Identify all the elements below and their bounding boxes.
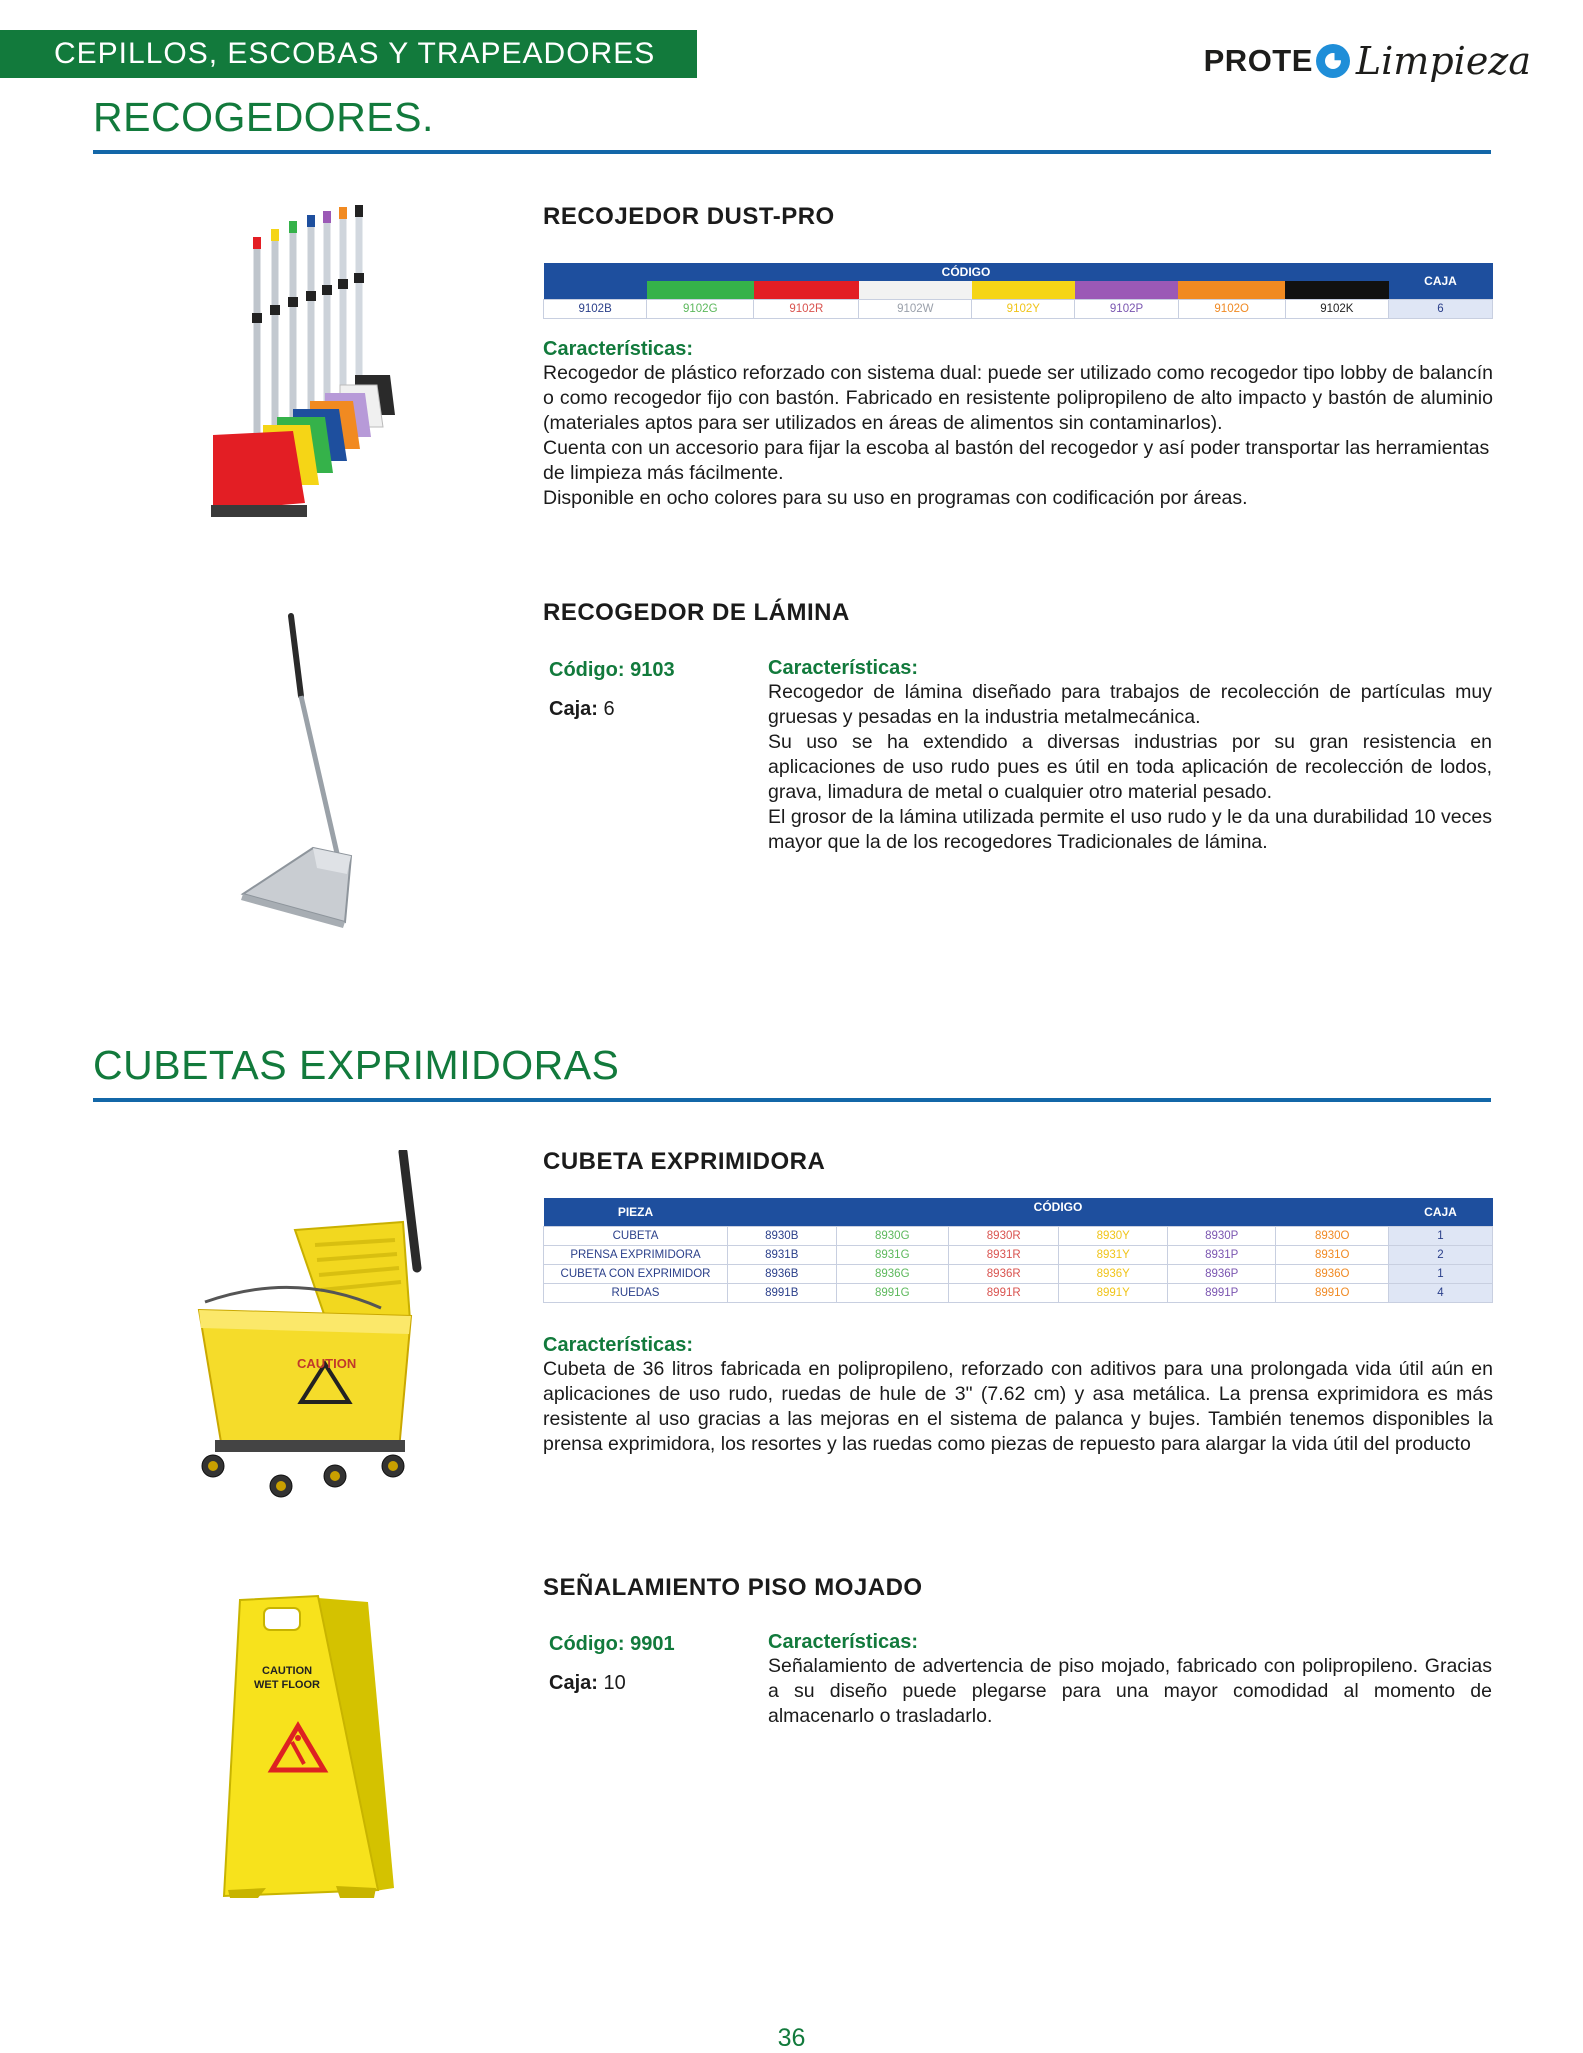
code-cell: 8930G: [836, 1227, 949, 1246]
box-cell: 6: [1389, 300, 1493, 319]
section-divider: [93, 150, 1491, 154]
box-cell: 1: [1389, 1265, 1493, 1284]
dust-pro-code-table: [543, 263, 1493, 319]
table-header-codigo: CÓDIGO: [544, 263, 1389, 281]
piece-cell: CUBETA CON EXPRIMIDOR: [544, 1265, 728, 1284]
dustpan-set-icon: [205, 205, 405, 545]
features-label: Características:: [543, 338, 694, 360]
box-cell: 4: [1389, 1284, 1493, 1303]
code-cell: 8931O: [1276, 1246, 1389, 1265]
table-header-pieza: PIEZA: [544, 1198, 728, 1227]
code-cell: 8991Y: [1059, 1284, 1168, 1303]
code-cell: 9102B: [544, 300, 647, 319]
metal-dustpan-image: [235, 612, 365, 932]
color-strip: [1178, 281, 1285, 300]
cubeta-code-table: [543, 1198, 1493, 1303]
code-cell: 8936O: [1276, 1265, 1389, 1284]
table-row: [544, 1284, 1493, 1303]
code-cell: 8930P: [1167, 1227, 1276, 1246]
product-title-dust-pro: RECOJEDOR DUST-PRO: [543, 203, 835, 230]
feature-paragraph: Disponible en ocho colores para su uso en programas con codificación por áreas.: [543, 487, 1248, 509]
code-cell: 8936G: [836, 1265, 949, 1284]
product-code: Código: 9103: [549, 659, 675, 681]
feature-paragraph: Cuenta con un accesorio para fijar la escoba al bastón del recogedor y así poder transportar las herramientas de limpieza más fácilmente.: [543, 437, 1490, 484]
lamina-features: [768, 657, 1492, 855]
code-cell: 8930R: [949, 1227, 1059, 1246]
box-quantity: [549, 698, 675, 721]
page-number: 36: [777, 2024, 806, 2052]
box-quantity: [549, 1672, 675, 1695]
code-cell: 8991R: [949, 1284, 1059, 1303]
table-row: [544, 1246, 1493, 1265]
brand-logo: [1204, 36, 1531, 86]
dust-pro-features: [543, 338, 1493, 511]
code-cell: 8930O: [1276, 1227, 1389, 1246]
code-cell: 8931Y: [1059, 1246, 1168, 1265]
product-title-cubeta: CUBETA EXPRIMIDORA: [543, 1148, 826, 1175]
wet-floor-sign-image: [218, 1592, 398, 1902]
table-header-caja: CAJA: [1389, 263, 1493, 300]
color-strip: [972, 281, 1075, 300]
color-strip: [1075, 281, 1178, 300]
table-row: [544, 1227, 1493, 1246]
table-header-codigo: CÓDIGO: [728, 1198, 1389, 1216]
lamina-meta: [549, 659, 675, 721]
color-strip: [1285, 281, 1388, 300]
code-cell: 8931B: [728, 1246, 837, 1265]
section-divider: [93, 1098, 1491, 1102]
code-cell: 9102G: [647, 300, 754, 319]
code-cell: 9102P: [1075, 300, 1178, 319]
color-strip-row: [544, 281, 1493, 300]
features-label: Características:: [543, 1334, 694, 1356]
features-label: Características:: [768, 1631, 919, 1653]
metal-dustpan-icon: [235, 612, 365, 932]
brand-script: Limpieza: [1355, 39, 1531, 83]
mop-bucket-image: [185, 1150, 425, 1500]
code-cell: 8936B: [728, 1265, 837, 1284]
code-cell: 8936Y: [1059, 1265, 1168, 1284]
dustpan-set-image: [205, 205, 405, 545]
feature-paragraph: El grosor de la lámina utilizada permite el uso rudo y le da una durabilidad 10 veces mayor que la de los recogedores Tradicionales de lámina.: [768, 806, 1492, 853]
section-title-cubetas: CUBETAS EXPRIMIDORAS: [93, 1042, 620, 1088]
code-cell: 9102K: [1285, 300, 1388, 319]
code-cell: 8991B: [728, 1284, 837, 1303]
sign-caution-text: CAUTION: [262, 1665, 313, 1677]
feature-paragraph: Su uso se ha extendido a diversas industrias por su gran resistencia en aplicaciones de uso rudo pues es útil en toda aplicación de recolección de lodos, grava, limadura de metal o cualquier otro material pesado.: [768, 731, 1492, 803]
table-row: [544, 1265, 1493, 1284]
code-cell: 8936P: [1167, 1265, 1276, 1284]
code-cell: 9102W: [859, 300, 972, 319]
code-cell: 9102Y: [972, 300, 1075, 319]
code-cell: 8991O: [1276, 1284, 1389, 1303]
mop-bucket-icon: [185, 1150, 425, 1500]
box-label: Caja:: [549, 698, 598, 720]
feature-paragraph: Señalamiento de advertencia de piso mojado, fabricado con polipropileno. Gracias a su diseño puede plegarse para una mayor comodidad al momento de almacenarlo o trasladarlo.: [768, 1655, 1492, 1727]
feature-paragraph: Recogedor de lámina diseñado para trabajos de recolección de partículas muy gruesas y pesadas en la industria metalmecánica.: [768, 681, 1492, 728]
brand-name: PROTE: [1203, 43, 1313, 78]
color-strip: [754, 281, 859, 300]
section-title-recogedores: RECOGEDORES.: [93, 94, 434, 140]
piece-cell: PRENSA EXPRIMIDORA: [544, 1246, 728, 1265]
product-code: Código: 9901: [549, 1633, 675, 1655]
sign-wet-floor-text: WET FLOOR: [254, 1679, 320, 1691]
box-cell: 1: [1389, 1227, 1493, 1246]
code-cell: 8931G: [836, 1246, 949, 1265]
category-banner: CEPILLOS, ESCOBAS Y TRAPEADORES: [0, 30, 697, 78]
piece-cell: RUEDAS: [544, 1284, 728, 1303]
color-strip: [859, 281, 972, 300]
color-strip: [544, 281, 647, 300]
header-spacer: [728, 1216, 1389, 1227]
box-label: Caja:: [549, 1672, 598, 1694]
box-value: 6: [603, 698, 615, 720]
feature-paragraph: Recogedor de plástico reforzado con sistema dual: puede ser utilizado como recogedor tipo lobby de balancín o como recogedor fijo con bastón. Fabricado en resistente polipropileno de alto impacto y bastón de aluminio (materiales aptos para ser utilizados en áreas de alimentos sin contaminarlos).: [543, 362, 1493, 434]
brand-o-icon: [1316, 44, 1350, 78]
code-cell: 9102O: [1178, 300, 1285, 319]
product-title-senalamiento: SEÑALAMIENTO PISO MOJADO: [543, 1574, 923, 1601]
code-cell: 8991P: [1167, 1284, 1276, 1303]
code-cell: 8991G: [836, 1284, 949, 1303]
table-row: [544, 300, 1493, 319]
box-value: 10: [603, 1672, 626, 1694]
code-cell: 8930Y: [1059, 1227, 1168, 1246]
code-cell: 8936R: [949, 1265, 1059, 1284]
product-title-lamina: RECOGEDOR DE LÁMINA: [543, 599, 850, 626]
table-header-caja: CAJA: [1389, 1198, 1493, 1227]
features-label: Características:: [768, 657, 919, 679]
wet-floor-sign-icon: [218, 1592, 398, 1902]
bucket-caution-label: CAUTION: [297, 1356, 357, 1371]
code-cell: 8930B: [728, 1227, 837, 1246]
piece-cell: CUBETA: [544, 1227, 728, 1246]
senalamiento-meta: [549, 1633, 675, 1695]
code-cell: 8931P: [1167, 1246, 1276, 1265]
code-cell: 8931R: [949, 1246, 1059, 1265]
box-cell: 2: [1389, 1246, 1493, 1265]
senalamiento-features: [768, 1631, 1492, 1729]
feature-paragraph: Cubeta de 36 litros fabricada en polipropileno, reforzado con aditivos para una prolongada vida útil aún en aplicaciones de uso rudo, ruedas de hule de 3" (7.62 cm) y asa metálica. La prensa exprimidora es más resistente al uso gracias a las mejoras en el sistema de palanca y bujes. También tenemos disponibles la prensa exprimidora, los resortes y las ruedas como piezas de repuesto para alargar la vida útil del producto: [543, 1358, 1493, 1455]
color-strip: [647, 281, 754, 300]
cubeta-features: [543, 1334, 1493, 1457]
code-cell: 9102R: [754, 300, 859, 319]
